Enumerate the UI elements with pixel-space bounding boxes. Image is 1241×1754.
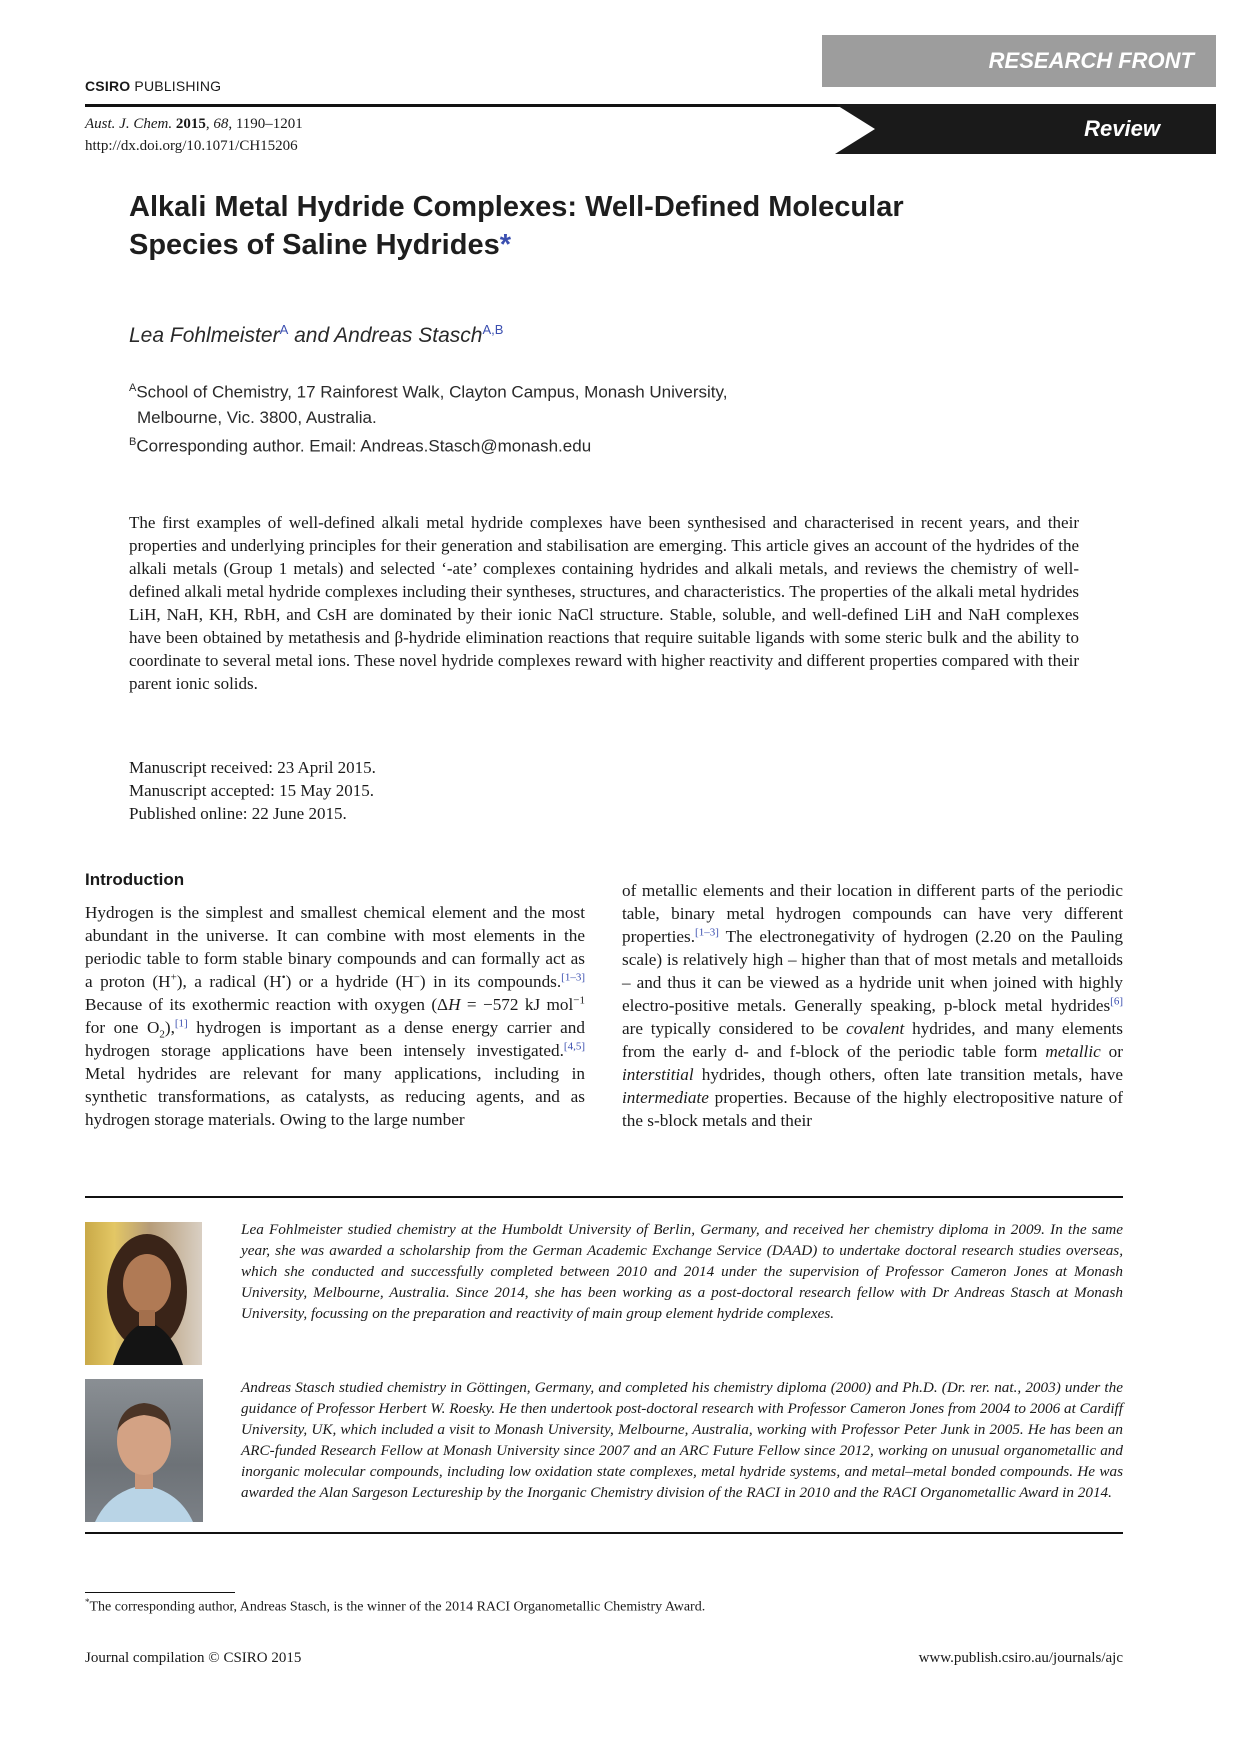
title-footnote-link[interactable]: * [499,229,511,261]
journal-pages: , 1190–1201 [228,116,303,132]
journal-year: 2015 [175,116,206,132]
ref-link[interactable]: [6] [1110,995,1123,1008]
bio-top-rule [85,1196,1123,1198]
corresponding-email[interactable]: Corresponding author. Email: Andreas.Stasch@monash.edu [136,436,592,456]
footer-url[interactable]: www.publish.csiro.au/journals/ajc [918,1650,1123,1666]
title-line-2-wrap [129,226,949,264]
footer-copyright: Journal compilation © CSIRO 2015 [85,1650,302,1666]
affiliations [129,376,727,458]
publisher-name [85,78,221,94]
citation-line: Aust. J. Chem. 2015, 68, 1190–1201 [85,116,303,132]
author-1-affil-link[interactable]: A [279,322,289,337]
intro-column-2: of metallic elements and their location in different parts of the periodic table, binary metal hydrogen compounds can have very different properties.[1–3] The electronegativity of hydrogen (2.20 on the Pauling scale) is relatively high – higher than that of most metals and metalloids – and thus it can be viewed as a hydride unit when joined with highly electro-positive metals. Generally speaking, p-block metal hydrides[6] are typically considered to be covalent hydrides, and many elements from the early d- and f-block of the periodic table form metallic or interstitial hydrides, though others, often late transition metals, have intermediate properties. Because of the highly electropositive nature of the s-block metals and their [622,881,1123,1130]
publisher-rest: PUBLISHING [130,78,222,94]
ref-link[interactable]: [1–3] [561,971,585,984]
intro-column-1: Hydrogen is the simplest and smallest chemical element and the most abundant in the universe. It can combine with most elements in the periodic table to form stable binary compounds and can formally act as a proton (H+), a radical (H•) or a hydride (H−) in its compounds.[1–3] Because of its exothermic reaction with oxygen (ΔH = −572 kJ mol$^{-1}$ for one $O_2),[1]$ hydrogen is important as a dense energy carrier and hydrogen storage applications have been intensely investigated.[4,5] Metal hydrides are relevant for many applications, including in synthetic transformations, as catalysts, as reducing agents, and as hydrogen storage materials. Owing to the large number [85,903,585,1129]
manuscript-dates [129,756,376,825]
author-photo-fohlmeister [85,1222,202,1365]
author-2-affil-link[interactable]: A,B [482,322,504,337]
affil-a-line-2: Melbourne, Vic. 3800, Australia. [137,407,377,427]
author-list [129,322,503,348]
citation-block [85,113,303,157]
author-2: and Andreas Stasch [288,324,483,347]
affil-b-mark: B [129,435,137,448]
journal-volume: 68 [213,116,229,132]
abstract: The first examples of well-defined alkali metal hydride complexes have been synthesised and characterised in recent years, and their properties and underlying principles for their generation and stabilisation are emerging. This article gives an account of the hydrides of the alkali metals (Group 1 metals) and selected ‘-ate’ complexes containing hydrides and alkali metals, and reviews the chemistry of well-defined alkali metal hydride complexes including their syntheses, structures, and characteristics. The properties of the alkali metal hydrides LiH, NaH, KH, RbH, and CsH are dominated by their ionic NaCl structure. Stable, soluble, and well-defined LiH and NaH complexes have been obtained by metathesis and β-hydride elimination reactions that require suitable ligands with some steric bulk and the ability to coordinate to several metal ions. These novel hydride complexes reward with higher reactivity and different properties compared with their parent ionic solids. [129,513,1079,693]
bio-stasch: Andreas Stasch studied chemistry in Göttingen, Germany, and completed his chemistry diploma (2000) and Ph.D. (Dr. rer. nat., 2003) under the guidance of Professor Herbert W. Roesky. He then undertook post-doctoral research with Professor Cameron Jones from 2004 to 2006 at Cardiff University, UK, which included a visit to Monash University, Melbourne, Australia, working with Professor Peter Junk in 2005. He has been an ARC-funded Research Fellow at Monash University since 2007 and an ARC Future Fellow since 2012, working on unusual organometallic and inorganic molecular compounds, including low oxidation state complexes, metal hydride systems, and metal–metal bonded compounds. He was awarded the Alan Sargeson Lectureship by the Inorganic Chemistry division of the RACI in 2010 and the RACI Organometallic Award in 2014. [241,1379,1123,1501]
ref-link[interactable]: [1] [174,1017,188,1030]
ref-link[interactable]: [4,5] [563,1040,585,1053]
affiliation-b [129,430,727,459]
date-received: Manuscript received: 23 April 2015. [129,758,376,777]
author-photo-stasch [85,1379,203,1522]
bio-bottom-rule [85,1532,1123,1534]
header-rule [85,104,840,107]
footnote-text: The corresponding author, Andreas Stasch, is the winner of the 2014 RACI Organometallic Chemistry Award. [89,1599,706,1615]
ref-link[interactable]: [1–3] [695,926,719,939]
article-title [129,188,949,264]
bio-fohlmeister: Lea Fohlmeister studied chemistry at the Humboldt University of Berlin, Germany, and received her chemistry diploma in 2009. In the same year, she was awarded a scholarship from the German Academic Exchange Service (DAAD) to undertake doctoral research studies overseas, which she conducted and successfully completed between 2010 and 2014 under the supervision of Professor Cameron Jones at Monash University, Melbourne, Australia. Since 2014, she has been working as a post-doctoral research fellow with Dr Andreas Stasch at Monash University, focussing on the preparation and reactivity of main group element hydride complexes. [241,1221,1123,1322]
title-line-1: Alkali Metal Hydride Complexes: Well-Defined Molecular [129,191,904,223]
footnote-mark: * [85,1597,90,1607]
doi-link[interactable]: http://dx.doi.org/10.1071/CH15206 [85,138,298,154]
research-front-label: RESEARCH FRONT [988,48,1194,73]
review-label: Review [1084,116,1160,141]
footnote [85,1597,705,1616]
date-accepted: Manuscript accepted: 15 May 2015. [129,781,375,800]
author-1: Lea Fohlmeister [129,324,280,347]
footnote-rule [85,1592,235,1593]
affiliation-a [129,376,727,405]
title-line-2: Species of Saline Hydrides [129,229,500,261]
affil-a-line-1: School of Chemistry, 17 Rainforest Walk, Clayton Campus, Monash University, [136,382,728,402]
date-published: Published online: 22 June 2015. [129,804,347,823]
section-heading-introduction: Introduction [85,870,185,889]
affil-a-mark: A [129,382,137,394]
journal-name: Aust. J. Chem. [85,116,173,132]
publisher-bold: CSIRO [85,78,131,94]
